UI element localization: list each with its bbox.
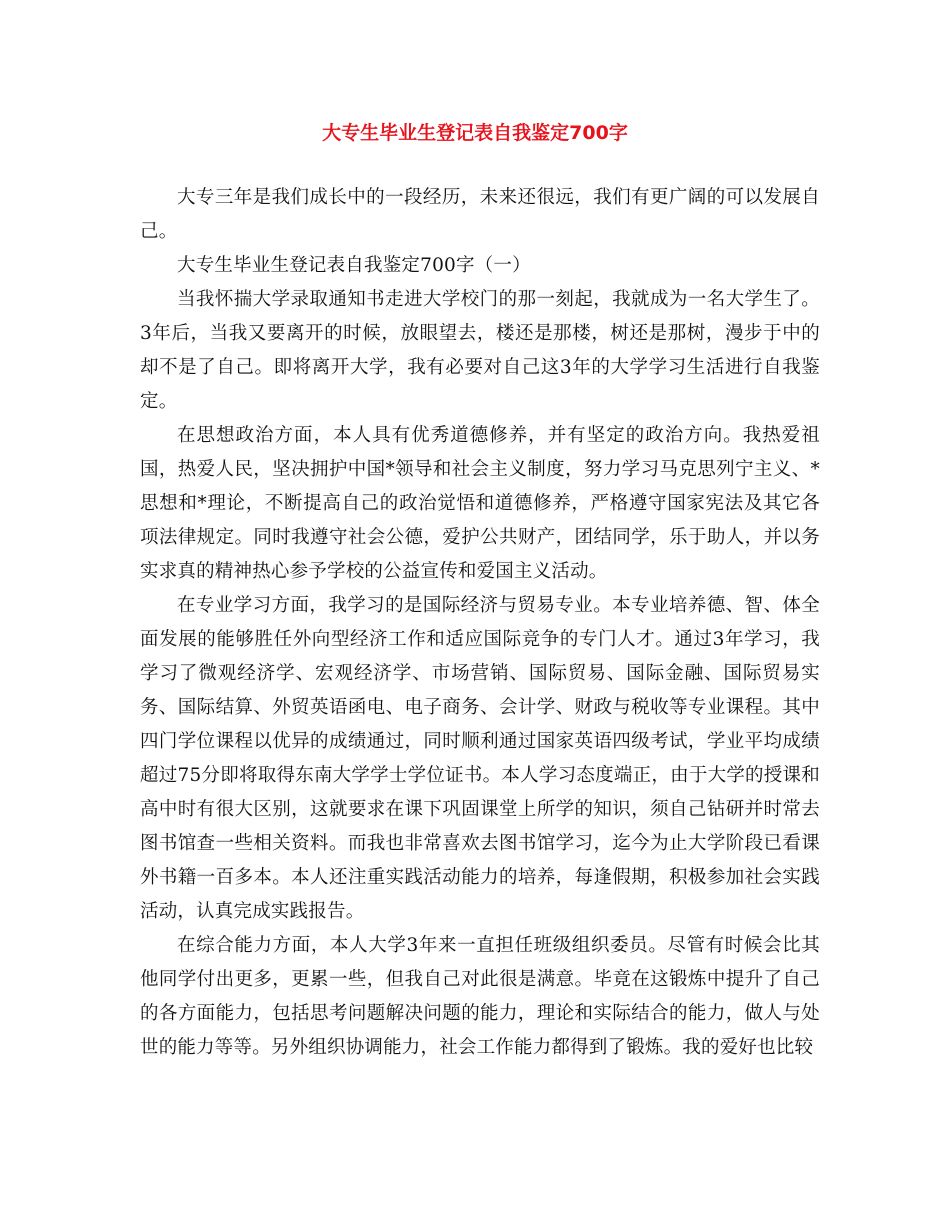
document-body bbox=[140, 181, 820, 1065]
document-title: 大专生毕业生登记表自我鉴定700字 bbox=[322, 122, 628, 144]
paragraph-intro: 大专三年是我们成长中的一段经历，未来还很远，我们有更广阔的可以发展自己。 bbox=[140, 187, 820, 242]
paragraph-study: 在专业学习方面，我学习的是国际经济与贸易专业。本专业培养德、智、体全面发展的能够胜任外向型经济工作和适应国际竞争的专门人才。通过3年学习，我学习了微观经济学、宏观经济学、市场营销、国际贸易、国际金融、国际贸易实务、国际结算、外贸英语函电、电子商务、会计学、财政与税收等专业课程。其中四门学位课程以优异的成绩通过，同时顺利通过国家英语四级考试，学业平均成绩超过75分即将取得东南大学学士学位证书。本人学习态度端正，由于大学的授课和高中时有很大区别，这就要求在课下巩固课堂上所学的知识，须自己钻研并时常去图书馆查一些相关资料。而我也非常喜欢去图书馆学习，迄今为止大学阶段已看课外书籍一百多本。本人还注重实践活动能力的培养，每逢假期，积极参加社会实践活动，认真完成实践报告。 bbox=[140, 595, 820, 922]
paragraph-ability: 在综合能力方面，本人大学3年来一直担任班级组织委员。尽管有时候会比其他同学付出更多，更累一些，但我自己对此很是满意。毕竟在这锻炼中提升了自己的各方面能力，包括思考问题解决问题的能力，理论和实际结合的能力，做人与处世的能力等等。另外组织协调能力，社会工作能力都得到了锻炼。我的爱好也比较 bbox=[140, 935, 820, 1058]
paragraph-opening: 当我怀揣大学录取通知书走进大学校门的那一刻起，我就成为一名大学生了。3年后，当我又要离开的时候，放眼望去，楼还是那楼，树还是那树，漫步于中的却不是了自己。即将离开大学，我有必要对自己这3年的大学学习生活进行自我鉴定。 bbox=[140, 289, 820, 412]
paragraph-political: 在思想政治方面，本人具有优秀道德修养，并有坚定的政治方向。我热爱祖国，热爱人民，坚决拥护中国*领导和社会主义制度，努力学习马克思列宁主义、*思想和*理论，不断提高自己的政治觉悟和道德修养，严格遵守国家宪法及其它各项法律规定。同时我遵守社会公德，爱护公共财产，团结同学，乐于助人，并以务实求真的精神热心参予学校的公益宣传和爱国主义活动。 bbox=[140, 425, 820, 582]
section-heading: 大专生毕业生登记表自我鉴定700字（一） bbox=[177, 255, 531, 276]
